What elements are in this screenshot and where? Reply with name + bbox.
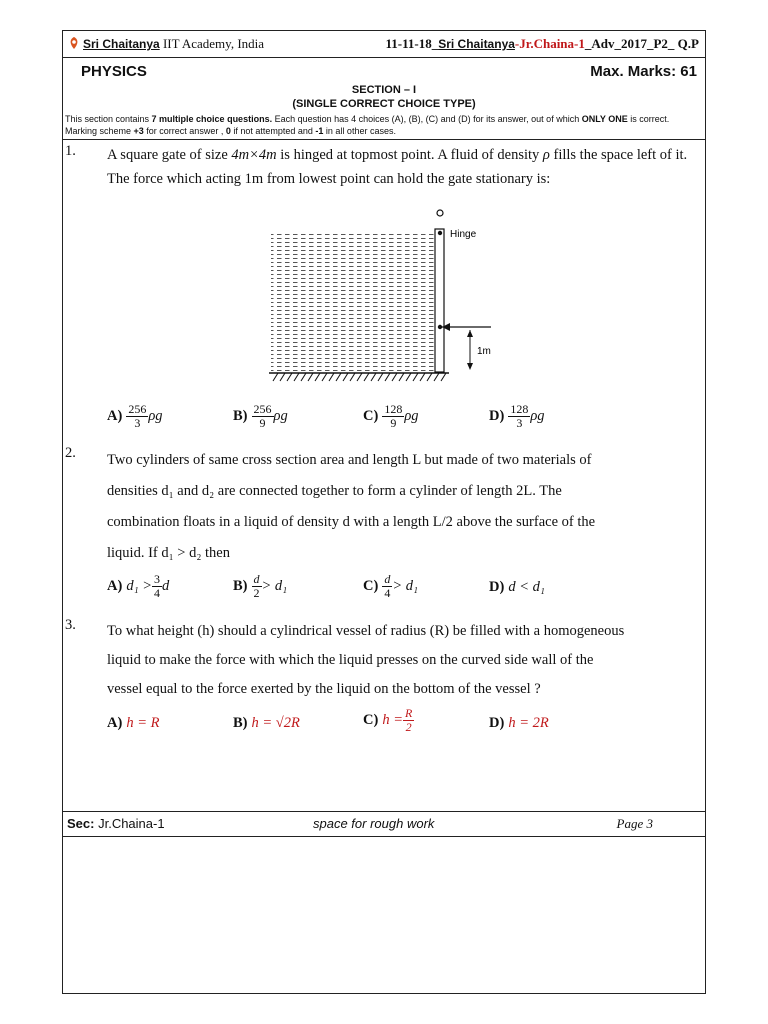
fraction-denominator: 3 bbox=[516, 416, 523, 430]
fraction-denominator: 2 bbox=[253, 586, 260, 600]
section-title: SECTION – I bbox=[351, 84, 417, 96]
option-label: D) bbox=[489, 579, 505, 595]
question-number: 2. bbox=[65, 445, 76, 461]
option-label: C) bbox=[363, 711, 379, 728]
instr-text: in all other cases. bbox=[323, 126, 396, 136]
option-label: B) bbox=[233, 407, 248, 424]
fraction-denominator: 2 bbox=[405, 720, 412, 734]
option-b bbox=[233, 403, 288, 430]
fluid-region bbox=[271, 231, 435, 371]
instr-text: is correct. Marking scheme bbox=[65, 114, 670, 136]
option-d bbox=[489, 579, 545, 596]
fraction-numerator: 128 bbox=[384, 402, 403, 416]
hinge-label: Hinge bbox=[450, 229, 477, 240]
q-line: To what height (h) should a cylindrical vessel of radius (R) be filled with a homogeneous bbox=[107, 623, 625, 639]
question-text bbox=[107, 445, 695, 569]
section-subtitle: (SINGLE CORRECT CHOICE TYPE) bbox=[292, 98, 476, 110]
option-label: A) bbox=[107, 715, 123, 731]
subject-title: PHYSICS bbox=[81, 63, 147, 80]
fraction-numerator: d bbox=[384, 572, 391, 586]
section-code bbox=[67, 816, 165, 831]
q-line: combination floats in a liquid of density d with a length L/2 above the surface of the bbox=[107, 514, 596, 530]
instr-count: 7 multiple choice questions. bbox=[151, 114, 273, 124]
fraction-denominator: 3 bbox=[134, 416, 141, 430]
q-text-part: A square gate of size bbox=[107, 147, 232, 163]
option-math: h = √2R bbox=[251, 715, 300, 731]
option-math: > d₁ bbox=[392, 577, 419, 594]
max-marks: Max. Marks: 61 bbox=[590, 63, 697, 80]
q-text-part: is hinged at topmost point. A fluid of density bbox=[276, 147, 543, 163]
option-math: ρg bbox=[273, 407, 288, 424]
option-b bbox=[233, 715, 300, 732]
option-c bbox=[363, 573, 418, 600]
option-a bbox=[107, 573, 169, 600]
code-batch: -Jr.Chaina-1 bbox=[514, 36, 585, 51]
question-text bbox=[107, 617, 695, 704]
q-text-part: fills the space left of it. The force which acting 1m from lowest point can hold the gate stationary is: bbox=[107, 147, 688, 187]
dimension-arrow-down-icon bbox=[467, 363, 473, 370]
fraction-numerator: 128 bbox=[510, 402, 529, 416]
option-fraction bbox=[403, 707, 414, 734]
rough-work-label: space for rough work bbox=[313, 816, 435, 831]
instr-only: ONLY ONE bbox=[581, 114, 628, 124]
point-o-icon bbox=[437, 210, 443, 216]
option-math: h = bbox=[382, 711, 403, 728]
sec-value: Jr.Chaina-1 bbox=[98, 816, 165, 831]
option-math: ρg bbox=[530, 407, 545, 424]
gate-figure bbox=[269, 209, 519, 385]
section-instructions bbox=[63, 113, 705, 140]
paper-header bbox=[63, 31, 705, 58]
ground-hatch bbox=[273, 373, 446, 381]
fraction-denominator: 4 bbox=[384, 586, 391, 600]
question-paper-page bbox=[62, 30, 706, 994]
sri-chaitanya-logo-icon bbox=[69, 37, 79, 49]
force-point-icon bbox=[438, 325, 442, 329]
code-suffix: _Adv_2017_P2_ Q.P bbox=[584, 36, 699, 51]
option-label: A) bbox=[107, 577, 123, 594]
instr-text: This section contains bbox=[65, 114, 152, 124]
option-math: h = 2R bbox=[508, 715, 549, 731]
option-fraction bbox=[382, 573, 392, 600]
option-d bbox=[489, 403, 545, 430]
q-line: vessel equal to the force exerted by the liquid on the bottom of the vessel ? bbox=[107, 681, 541, 697]
fraction-denominator: 9 bbox=[259, 416, 266, 430]
fraction-numerator: 256 bbox=[128, 402, 147, 416]
option-math: h = R bbox=[126, 715, 160, 731]
hinge-icon bbox=[438, 231, 442, 235]
page-number: Page 3 bbox=[616, 816, 653, 831]
instr-zero: 0 bbox=[225, 126, 231, 136]
option-label: C) bbox=[363, 407, 379, 424]
option-math: d₁ > bbox=[126, 577, 153, 594]
option-math: d < d₁ bbox=[508, 579, 545, 595]
q-math: ρ bbox=[542, 147, 550, 163]
question-1 bbox=[63, 143, 705, 433]
option-label: D) bbox=[489, 715, 505, 731]
paper-code bbox=[385, 36, 699, 52]
option-fraction bbox=[152, 573, 162, 600]
option-label: B) bbox=[233, 577, 248, 594]
q-line: liquid to make the force with which the liquid presses on the curved side wall of the bbox=[107, 652, 594, 668]
option-label: B) bbox=[233, 715, 248, 731]
gate bbox=[435, 229, 444, 372]
option-math: > d₁ bbox=[261, 577, 288, 594]
fraction-numerator: d bbox=[253, 572, 260, 586]
section-heading bbox=[63, 83, 705, 111]
option-fraction bbox=[252, 573, 262, 600]
option-math: ρg bbox=[148, 407, 163, 424]
dimension-arrow-up-icon bbox=[467, 330, 473, 337]
rough-work-bar bbox=[63, 811, 705, 837]
question-text bbox=[107, 143, 695, 191]
code-brand: Sri Chaitanya bbox=[438, 37, 515, 51]
academy-name: IIT Academy, India bbox=[162, 36, 265, 51]
option-fraction bbox=[126, 403, 148, 430]
option-math: d bbox=[162, 577, 170, 594]
option-a bbox=[107, 403, 163, 430]
question-number: 3. bbox=[65, 617, 76, 633]
brand-name: Sri Chaitanya bbox=[83, 37, 160, 51]
option-label: C) bbox=[363, 577, 379, 594]
option-c bbox=[363, 707, 414, 734]
q-line: Two cylinders of same cross section area and length L but made of two materials of bbox=[107, 452, 592, 468]
question-2 bbox=[63, 445, 705, 615]
option-c bbox=[363, 403, 419, 430]
sec-label: Sec: bbox=[67, 816, 95, 831]
code-date: 11-11-18_ bbox=[385, 36, 439, 51]
q-line: liquid. If d₁ > d₂ then bbox=[107, 545, 230, 561]
option-fraction bbox=[382, 403, 404, 430]
option-d bbox=[489, 715, 549, 732]
q-math: 4m×4m bbox=[231, 147, 277, 163]
option-b bbox=[233, 573, 287, 600]
instr-plus: +3 bbox=[133, 126, 144, 136]
option-label: A) bbox=[107, 407, 123, 424]
question-number: 1. bbox=[65, 143, 76, 159]
fraction-denominator: 9 bbox=[390, 416, 397, 430]
fraction-numerator: 3 bbox=[154, 572, 161, 586]
fraction-numerator: R bbox=[404, 706, 413, 720]
question-3 bbox=[63, 617, 705, 747]
option-fraction bbox=[252, 403, 274, 430]
instr-text: Each question has 4 choices (A), (B), (C) and (D) for its answer, out of which bbox=[272, 114, 582, 124]
instr-text: if not attempted and bbox=[230, 126, 316, 136]
q-line: densities d₁ and d₂ are connected together to form a cylinder of length 2L. The bbox=[107, 483, 562, 499]
dimension-label: 1m bbox=[477, 346, 491, 357]
instr-minus: -1 bbox=[315, 126, 324, 136]
option-a bbox=[107, 715, 159, 732]
academy-title bbox=[69, 36, 264, 52]
instr-text: for correct answer , bbox=[143, 126, 226, 136]
fraction-denominator: 4 bbox=[154, 586, 161, 600]
option-label: D) bbox=[489, 407, 505, 424]
fraction-numerator: 256 bbox=[253, 402, 272, 416]
option-fraction bbox=[508, 403, 530, 430]
option-math: ρg bbox=[404, 407, 419, 424]
